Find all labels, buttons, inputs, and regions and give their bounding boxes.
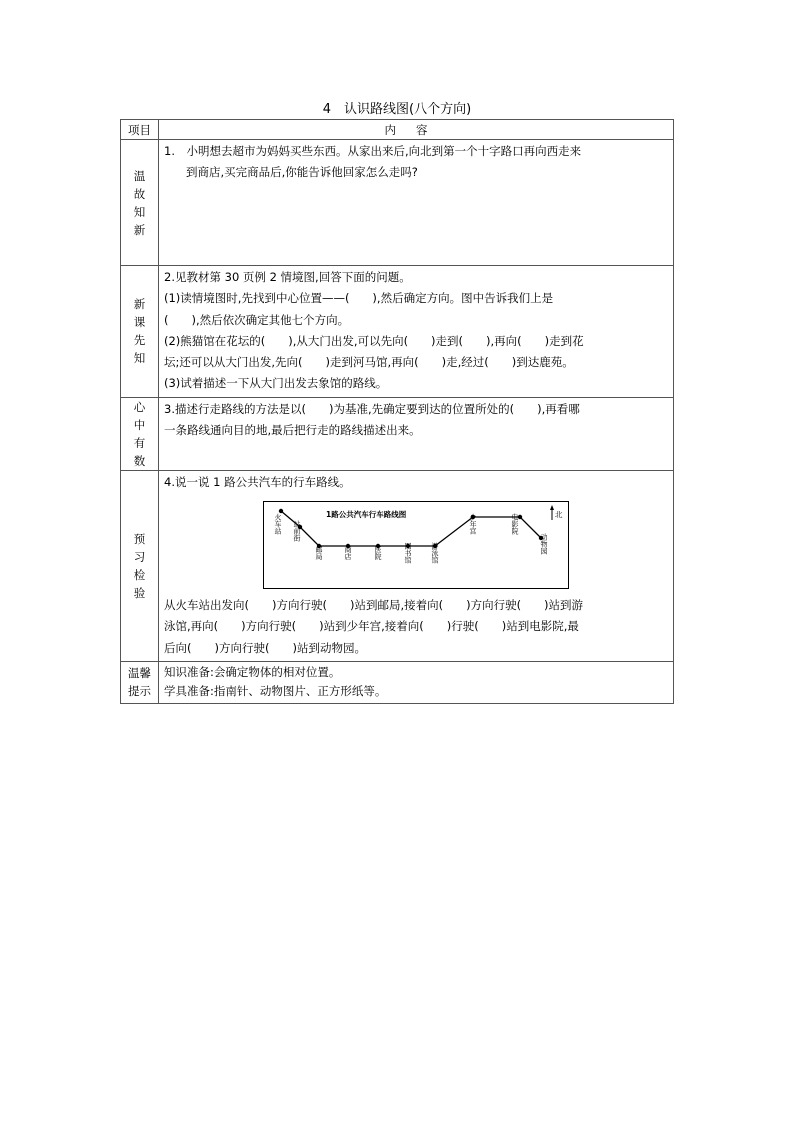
station-label-youju: 邮局 [315, 546, 323, 561]
station-label-zhanqianjie: 站前街 [293, 520, 301, 542]
page-title: 4 认识路线图(八个方向) [322, 102, 472, 117]
question-1-line1: 1. 小明想去超市为妈妈买些东西。从家出来后,向北到第一个十字路口再向西走来 [164, 144, 582, 158]
north-label: 北 [555, 510, 563, 520]
header-content: 内容 [159, 120, 674, 140]
text-line: 坛;还可以从大门出发,先向( )走到河马馆,再向( )走,经过( )到达鹿苑。 [164, 355, 574, 370]
text-line: 从火车站出发向( )方向行驶( )站到邮局,接着向( )方向行驶( )站到游 [164, 598, 584, 613]
diagram-title: 1路公共汽车行车路线图 [326, 510, 407, 520]
row-review [121, 140, 674, 266]
text-line: 3.描述行走路线的方法是以( )为基准,先确定要到达的位置所处的( ),再看哪 [164, 401, 580, 416]
content-review [159, 140, 674, 266]
station-label-dianyingyuan: 电影院 [511, 513, 519, 535]
diagram-frame [264, 502, 569, 589]
station-label-huochezhan: 火车站 [274, 513, 282, 535]
text-line: 知识准备:会确定物体的相对位置。 [164, 664, 341, 679]
station-label-tushuguan: 图书馆 [404, 542, 412, 564]
content-mind [159, 397, 674, 470]
row-new [121, 266, 674, 398]
text-line: 4.说一说 1 路公共汽车的行车路线。 [164, 474, 351, 489]
text-line: 2.见教材第 30 页例 2 情境图,回答下面的问题。 [164, 270, 411, 284]
worksheet-table [120, 119, 674, 704]
question-1-line2: 到商店,买完商品后,你能告诉他回家怎么走吗? [186, 165, 418, 180]
station-label-yiyuan: 医院 [374, 546, 382, 561]
label-tips: 温馨 提示 [121, 661, 159, 703]
content-preview [159, 470, 674, 661]
text-line: ( ),然后依次确定其他七个方向。 [164, 312, 350, 327]
text-line: (1)读情境图时,先找到中心位置——( ),然后确定方向。图中告诉我们上是 [164, 291, 554, 306]
station-label-shaonian-gong: 少年宫 [469, 513, 477, 535]
text-line: 一条路线通向目的地,最后把行走的路线描述出来。 [164, 423, 421, 438]
label-mind: 心 中 有 数 [121, 397, 159, 470]
table-header [121, 120, 674, 140]
content-tips [159, 661, 674, 703]
text-line: 学具准备:指南针、动物图片、正方形纸等。 [164, 683, 387, 698]
content-new [159, 266, 674, 398]
text-line: 后向( )方向行驶( )站到动物园。 [164, 640, 366, 655]
row-mind [121, 397, 674, 470]
label-review: 温 故 知 新 [121, 140, 159, 266]
text-line: (2)熊猫馆在花坛的( ),从大门出发,可以先向( )走到( ),再向( )走到花 [164, 333, 584, 348]
row-preview [121, 470, 674, 661]
bus-route-diagram [263, 501, 569, 589]
header-project: 项目 [121, 120, 159, 140]
station-label-dongwuyuan: 动物园 [540, 533, 548, 555]
station-label-shangdian: 商店 [344, 546, 352, 561]
label-new: 新 课 先 知 [121, 266, 159, 398]
text-line: (3)试着描述一下从大门出发去象馆的路线。 [164, 376, 388, 391]
text-line: 泳馆,再向( )方向行驶( )站到少年宫,接着向( )行驶( )站到电影院,最 [164, 619, 579, 634]
station-label-youyongguan: 游泳馆 [431, 542, 439, 564]
row-tips [121, 661, 674, 703]
label-preview: 预 习 检 验 [121, 470, 159, 661]
